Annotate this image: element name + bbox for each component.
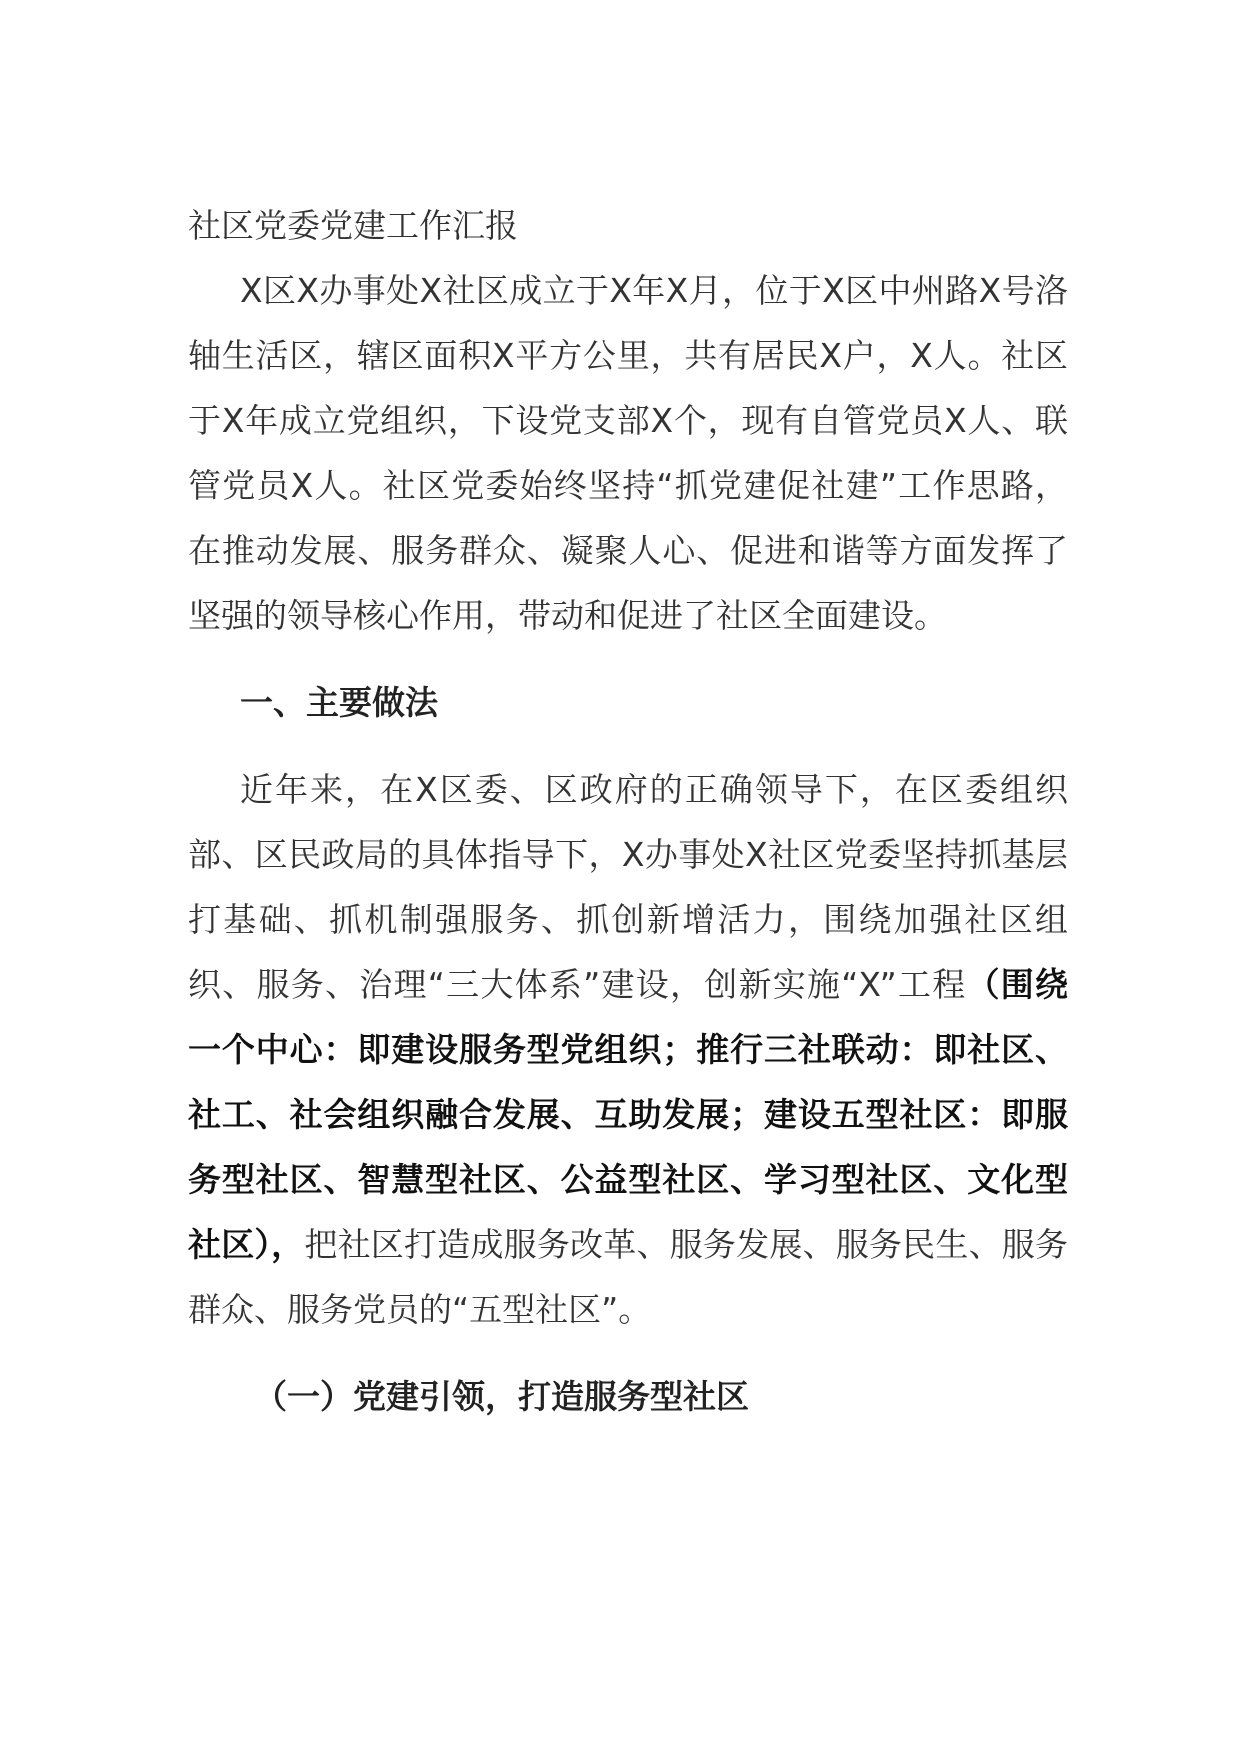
subsection-heading: （一）党建引领，打造服务型社区 bbox=[254, 1377, 749, 1416]
paragraph-tail-text: 把社区打造成服务改革、服务发展、服务民生、服务群众、服务党员的“五型社区”。 bbox=[188, 1225, 1069, 1329]
section-paragraph bbox=[188, 757, 1068, 1342]
document-body bbox=[188, 200, 1068, 1429]
document-title: 社区党委党建工作汇报 bbox=[188, 206, 518, 245]
section-heading: 一、主要做法 bbox=[240, 683, 438, 722]
intro-paragraph: X区X办事处X社区成立于X年X月，位于X区中州路X号洛轴生活区，辖区面积X平方公里，共有居民X户，X人。社区于X年成立党组织，下设党支部X个，现有自管党员X人、联管党员X人。社区党委始终坚持“抓党建促社建”工作思路，在推动发展、服务群众、凝聚人心、促进和谐等方面发挥了坚强的领导核心作用，带动和促进了社区全面建设。 bbox=[188, 271, 1068, 635]
paragraph-lead-text: 近年来，在X区委、区政府的正确领导下，在区委组织部、区民政局的具体指导下，X办事处X社区党委坚持抓基层打基础、抓机制强服务、抓创新增活力，围绕加强社区组织、服务、治理“三大体系”建设，创新实施“X”工程 bbox=[188, 770, 1068, 1004]
paragraph-bold-text: （围绕一个中心：即建设服务型党组织；推行三社联动：即社区、社工、社会组织融合发展、互助发展；建设五型社区：即服务型社区、智慧型社区、公益型社区、学习型社区、文化型社区）， bbox=[188, 965, 1069, 1264]
